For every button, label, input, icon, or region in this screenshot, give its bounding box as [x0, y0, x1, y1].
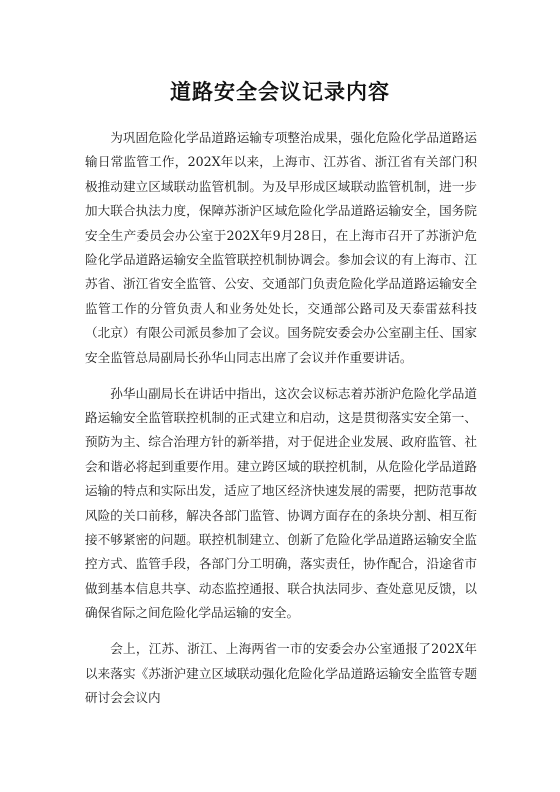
- document-body: [85, 126, 477, 722]
- paragraph-intro: 为巩固危险化学品道路运输专项整治成果，强化危险化学品道路运输日常监管工作，202X年以来，上海市、江苏省、浙江省有关部门积极推动建立区域联动监管机制。为及早形成区域联动监管机制，进一步加大联合执法力度，保障苏浙沪区域危险化学品道路运输安全，国务院安全生产委员会办公室于202X年9月28日，在上海市召开了苏浙沪危险化学品道路运输安全监管联控机制协调会。参加会议的有上海市、江苏省、浙江省安全监管、公安、交通部门负责危险化学品道路运输安全监管工作的分管负责人和业务处处长，交通部公路司及天泰雷兹科技（北京）有限公司派员参加了会议。国务院安委会办公室副主任、国家安全监管总局副局长孙华山同志出席了会议并作重要讲话。: [85, 130, 477, 365]
- document-title: 道路安全会议记录内容: [170, 80, 390, 104]
- paragraph-report: 会上，江苏、浙江、上海两省一市的安委会办公室通报了202X年以来落实《苏浙沪建立区域联动强化危险化学品道路运输安全监管专题研讨会会议内: [85, 641, 477, 705]
- paragraph-speech: 孙华山副局长在讲话中指出，这次会议标志着苏浙沪危险化学品道路运输安全监管联控机制的正式建立和启动，这是贯彻落实安全第一、预防为主、综合治理方针的新举措，对于促进企业发展、政府监管、社会和谐必将起到重要作用。建立跨区域的联控机制，从危险化学品道路运输的特点和实际出发，适应了地区经济快速发展的需要，把防范事故风险的关口前移，解决各部门监管、协调方面存在的条块分割、相互衔接不够紧密的问题。联控机制建立、创新了危险化学品道路运输安全监控方式、监管手段，各部门分工明确，落实责任，协作配合，沿途省市做到基本信息共享、动态监控通报、联合执法同步、查处意见反馈，以确保省际之间危险化学品运输的安全。: [85, 385, 477, 621]
